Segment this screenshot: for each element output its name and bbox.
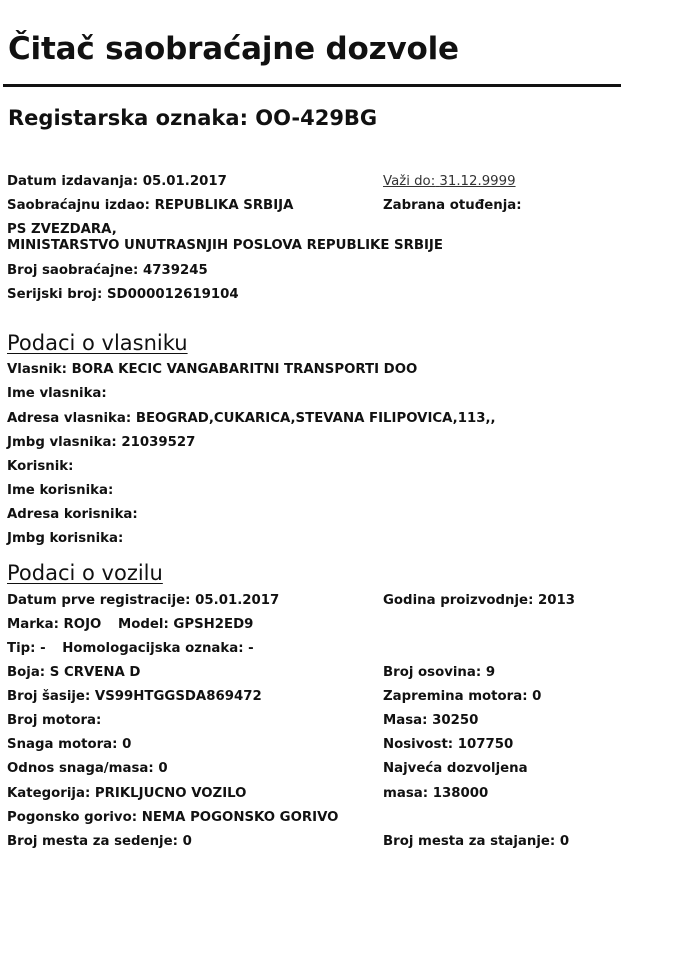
serial-number (7, 286, 239, 303)
title-divider (3, 84, 621, 87)
standing-label: Broj mesta za stajanje: (383, 834, 556, 849)
user-name (7, 482, 113, 499)
homologation-value: - (248, 641, 254, 656)
power-mass-ratio (7, 760, 168, 777)
owner-id-value: 21039527 (121, 435, 196, 450)
max-mass (383, 785, 488, 802)
make-model (7, 616, 253, 633)
category (7, 785, 246, 802)
user-label: Korisnik: (7, 459, 74, 474)
issue-date-label: Datum izdavanja: (7, 174, 139, 189)
max-mass-value: 138000 (432, 786, 489, 801)
load-capacity-value: 107750 (457, 737, 514, 752)
fuel-value: NEMA POGONSKO GORIVO (141, 810, 339, 825)
engine-volume-value: 0 (532, 689, 542, 704)
first-registration (7, 592, 279, 609)
production-year-label: Godina proizvodnje: (383, 593, 534, 608)
user-name-label: Ime korisnika: (7, 483, 114, 498)
type-homologation (7, 640, 254, 657)
axles-label: Broj osovina: (383, 665, 482, 680)
serial-number-value: SD000012619104 (106, 287, 239, 302)
vehicle-section-title: Podaci o vozilu (7, 561, 163, 585)
authority-line-2: MINISTARSTVO UNUTRASNJIH POSLOVA REPUBLIKE SRBIJE (7, 238, 443, 253)
axles-value: 9 (485, 665, 496, 680)
standing-value: 0 (559, 834, 570, 849)
user-address-label: Adresa korisnika: (7, 507, 138, 522)
registration-plate (8, 106, 377, 130)
registration-number-value: 4739245 (142, 263, 208, 278)
engine-number (7, 712, 101, 729)
category-value: PRIKLJUCNO VOZILO (94, 786, 247, 801)
issued-by (7, 197, 293, 214)
make-label: Marka: (7, 617, 59, 632)
owner-address (7, 410, 496, 427)
owner-id (7, 434, 195, 451)
owner-address-label: Adresa vlasnika: (7, 411, 132, 426)
user-id (7, 530, 123, 547)
engine-volume-label: Zapremina motora: (383, 689, 528, 704)
plate-label: Registarska oznaka: (8, 106, 248, 130)
mass (383, 712, 478, 729)
owner-address-value: BEOGRAD,CUKARICA,STEVANA FILIPOVICA,113,, (135, 411, 496, 426)
valid-until (383, 173, 516, 190)
registration-number (7, 262, 208, 279)
registration-number-label: Broj saobraćajne: (7, 263, 139, 278)
owner-section-title: Podaci o vlasniku (7, 331, 188, 355)
category-label: Kategorija: (7, 786, 91, 801)
engine-number-label: Broj motora: (7, 713, 102, 728)
load-capacity-label: Nosivost: (383, 737, 454, 752)
serial-number-label: Serijski broj: (7, 287, 103, 302)
axles (383, 664, 495, 681)
page-title: Čitač saobraćajne dozvole (8, 31, 459, 67)
type-label: Tip: (7, 641, 36, 656)
power-mass-ratio-label: Odnos snaga/masa: (7, 761, 154, 776)
seats-value: 0 (182, 834, 192, 849)
owner-name (7, 385, 107, 402)
issued-by-value: REPUBLIKA SRBIJA (154, 198, 294, 213)
owner (7, 361, 417, 378)
engine-power (7, 736, 131, 753)
issue-date (7, 173, 227, 190)
model-value: GPSH2ED9 (173, 617, 254, 632)
model-label: Model: (117, 617, 169, 632)
standing-places (383, 833, 569, 850)
type-value: - (40, 641, 46, 656)
color-value: S CRVENA D (49, 665, 141, 680)
owner-label: Vlasnik: (7, 362, 67, 377)
first-registration-value: 05.01.2017 (195, 593, 280, 608)
chassis-value: VS99HTGGSDA869472 (94, 689, 262, 704)
seats (7, 833, 192, 850)
seats-label: Broj mesta za sedenje: (7, 834, 178, 849)
valid-until-label: Važi do: (383, 174, 436, 189)
valid-until-value: 31.12.9999 (439, 174, 516, 189)
make-value: ROJO (63, 617, 102, 632)
engine-power-label: Snaga motora: (7, 737, 118, 752)
homologation-label: Homologacijska oznaka: (62, 641, 244, 656)
fuel-label: Pogonsko gorivo: (7, 810, 138, 825)
alienation-ban-label: Zabrana otuđenja: (383, 198, 522, 213)
color (7, 664, 140, 681)
mass-label: Masa: (383, 713, 428, 728)
user-id-label: Jmbg korisnika: (7, 531, 124, 546)
production-year (383, 592, 575, 609)
issued-by-label: Saobraćajnu izdao: (7, 198, 150, 213)
user-address (7, 506, 138, 523)
owner-value: BORA KECIC VANGABARITNI TRANSPORTI DOO (71, 362, 418, 377)
engine-volume (383, 688, 541, 705)
color-label: Boja: (7, 665, 46, 680)
authority-line-1: PS ZVEZDARA, (7, 222, 117, 237)
user (7, 458, 73, 475)
mass-value: 30250 (432, 713, 479, 728)
issue-date-value: 05.01.2017 (142, 174, 227, 189)
load-capacity (383, 736, 513, 753)
production-year-value: 2013 (538, 593, 576, 608)
owner-id-label: Jmbg vlasnika: (7, 435, 117, 450)
alienation-ban (383, 197, 522, 214)
chassis (7, 688, 262, 705)
chassis-label: Broj šasije: (7, 689, 91, 704)
power-mass-ratio-value: 0 (158, 761, 168, 776)
max-mass-label-line1: Najveća dozvoljena (383, 761, 528, 776)
engine-power-value: 0 (122, 737, 132, 752)
max-mass-label: masa: (383, 786, 429, 801)
fuel (7, 809, 338, 826)
first-registration-label: Datum prve registracije: (7, 593, 191, 608)
owner-name-label: Ime vlasnika: (7, 386, 107, 401)
plate-value: OO-429BG (255, 106, 378, 130)
